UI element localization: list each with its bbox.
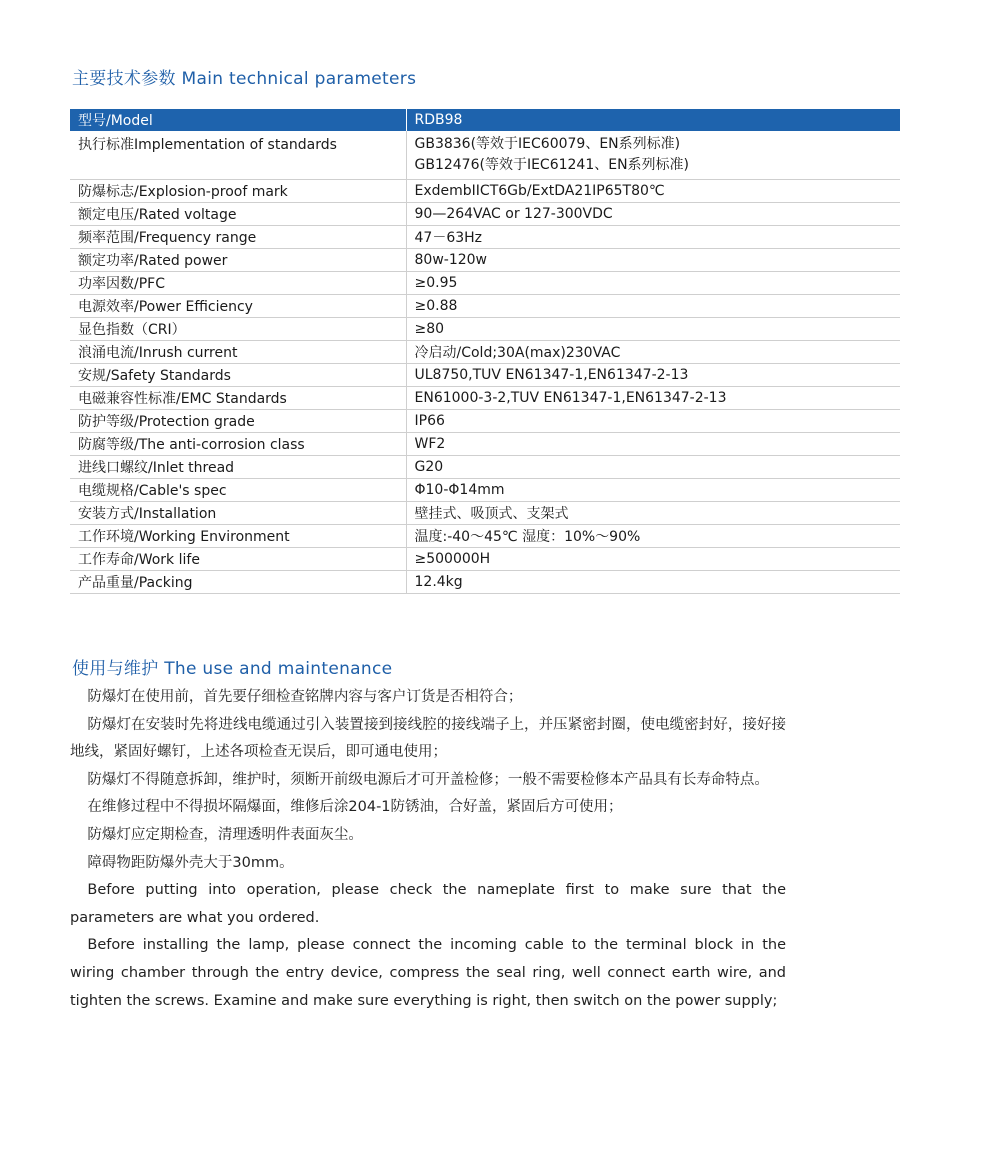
maintenance-paragraph: Before installing the lamp, please connect the incoming cable to the terminal block in the wiring chamber through the entry device, compress the seal ring, well connect earth wire, and tighten the screws. Examine and make sure everything is right, then switch on the power supply; <box>70 937 786 1009</box>
row-value <box>406 249 900 272</box>
row-value-line: 冷启动/Cold;30A(max)230VAC <box>414 345 621 361</box>
row-value-line: WF2 <box>414 436 446 452</box>
maintenance-paragraph: 障碍物距防爆外壳大于30mm。 <box>87 854 294 871</box>
row-value <box>406 571 900 594</box>
row-label: 工作寿命/Work life <box>70 548 406 571</box>
row-value-line: G20 <box>414 459 444 475</box>
table-row <box>70 295 900 318</box>
row-value-line: 壁挂式、吸顶式、支架式 <box>414 506 569 522</box>
row-value <box>406 387 900 410</box>
row-value <box>406 479 900 502</box>
row-value <box>406 295 900 318</box>
row-value-line: GB12476(等效于IEC61241、EN系列标准) <box>414 157 690 173</box>
row-value-line: ≥80 <box>414 321 445 337</box>
row-value <box>406 456 900 479</box>
row-label: 防爆标志/Explosion-proof mark <box>70 180 406 203</box>
spec-table <box>70 109 900 594</box>
row-value <box>406 318 900 341</box>
row-value <box>406 203 900 226</box>
table-row <box>70 387 900 410</box>
row-value <box>406 548 900 571</box>
maintenance-paragraph: 防爆灯在使用前，首先要仔细检查铭牌内容与客户订货是否相符合； <box>87 689 523 705</box>
row-label: 额定电压/Rated voltage <box>70 203 406 226</box>
row-value-line: ≥0.88 <box>414 298 458 314</box>
maintenance-text <box>70 684 786 1015</box>
row-label: 防护等级/Protection grade <box>70 410 406 433</box>
row-label: 电磁兼容性标准/EMC Standards <box>70 387 406 410</box>
section-title-parameters: 主要技术参数 Main technical parameters <box>72 69 417 89</box>
row-value <box>406 180 900 203</box>
table-row <box>70 525 900 548</box>
row-value <box>406 226 900 249</box>
maintenance-paragraph: 在维修过程中不得损坏隔爆面，维修后涂204-1防锈油，合好盖，紧固后方可使用； <box>87 799 623 816</box>
row-value-line: UL8750,TUV EN61347-1,EN61347-2-13 <box>414 367 689 383</box>
row-value-line: 90—264VAC or 127-300VDC <box>414 206 613 222</box>
row-value-line: 80w-120w <box>414 252 487 268</box>
table-row <box>70 226 900 249</box>
row-label: 频率范围/Frequency range <box>70 226 406 249</box>
row-value <box>406 433 900 456</box>
table-row <box>70 502 900 525</box>
table-row <box>70 180 900 203</box>
table-row <box>70 456 900 479</box>
row-label: 电源效率/Power Efficiency <box>70 295 406 318</box>
row-value-line: ExdembIICT6Gb/ExtDA21IP65T80℃ <box>414 183 665 199</box>
table-row <box>70 548 900 571</box>
row-label: 功率因数/PFC <box>70 272 406 295</box>
row-value-line: GB3836(等效于IEC60079、EN系列标准) <box>414 136 681 152</box>
section-title-use-maintenance: 使用与维护 The use and maintenance <box>72 659 393 679</box>
table-row <box>70 272 900 295</box>
row-value <box>406 364 900 387</box>
row-value <box>406 410 900 433</box>
row-value-line: EN61000-3-2,TUV EN61347-1,EN61347-2-13 <box>414 390 727 406</box>
row-value-line: ≥500000H <box>414 551 491 567</box>
table-row <box>70 249 900 272</box>
row-label: 执行标准Implementation of standards <box>70 131 406 180</box>
table-row <box>70 364 900 387</box>
row-value-line: IP66 <box>414 413 445 429</box>
row-label: 显色指数（CRI） <box>70 318 406 341</box>
row-label: 进线口螺纹/Inlet thread <box>70 456 406 479</box>
maintenance-paragraph: 防爆灯不得随意拆卸，维护时，须断开前级电源后才可开盖检修；一般不需要检修本产品具有长寿命特点。 <box>87 771 769 788</box>
row-value <box>406 525 900 548</box>
row-value-line: 12.4kg <box>414 574 463 590</box>
row-value <box>406 131 900 180</box>
table-row <box>70 131 900 180</box>
table-row <box>70 479 900 502</box>
row-label: 浪涌电流/Inrush current <box>70 341 406 364</box>
maintenance-paragraph: Before putting into operation, please check the nameplate first to make sure that the parameters are what you ordered. <box>70 882 786 926</box>
row-label: 额定功率/Rated power <box>70 249 406 272</box>
header-model-value: RDB98 <box>406 109 900 131</box>
table-row <box>70 571 900 594</box>
row-value-line: 47－63Hz <box>414 230 483 246</box>
row-label: 安规/Safety Standards <box>70 364 406 387</box>
spec-table-header <box>70 109 900 131</box>
row-value-line: 温度:-40～45℃ 湿度：10%～90% <box>414 529 641 545</box>
table-row <box>70 341 900 364</box>
table-row <box>70 318 900 341</box>
row-label: 产品重量/Packing <box>70 571 406 594</box>
row-label: 工作环境/Working Environment <box>70 525 406 548</box>
table-row <box>70 433 900 456</box>
row-value-line: Φ10-Φ14mm <box>414 482 505 498</box>
maintenance-paragraph: 防爆灯应定期检查，清理透明件表面灰尘。 <box>87 826 363 843</box>
row-label: 安装方式/Installation <box>70 502 406 525</box>
maintenance-paragraph: 防爆灯在安装时先将进线电缆通过引入装置接到接线腔的接线端子上，并压紧密封圈，使电缆密封好，接好接地线，紧固好螺钉，上述各项检查无误后，即可通电使用； <box>70 716 786 761</box>
row-value-line: ≥0.95 <box>414 275 458 291</box>
row-value <box>406 341 900 364</box>
table-row <box>70 410 900 433</box>
header-model-label: 型号/Model <box>70 109 406 131</box>
row-label: 电缆规格/Cable's spec <box>70 479 406 502</box>
row-value <box>406 272 900 295</box>
row-value <box>406 502 900 525</box>
table-row <box>70 203 900 226</box>
row-label: 防腐等级/The anti-corrosion class <box>70 433 406 456</box>
